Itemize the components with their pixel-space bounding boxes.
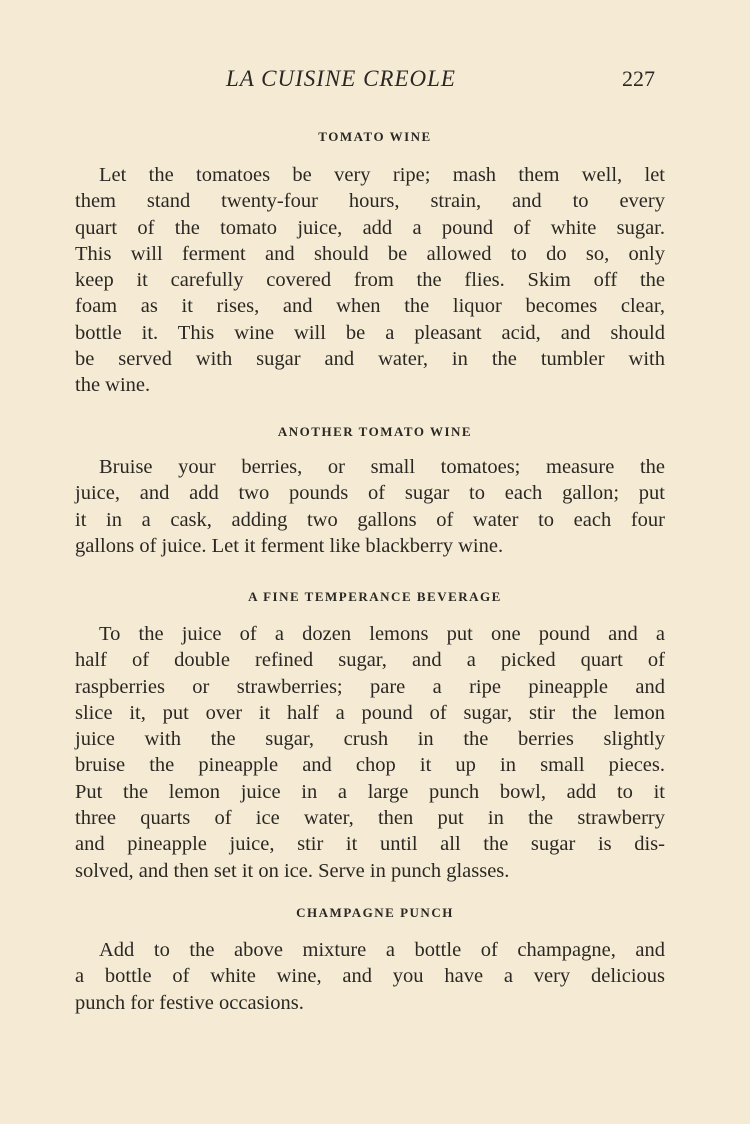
text-line: foam as it rises, and when the liquor becomes clear, — [75, 295, 665, 318]
text-line: and pineapple juice, stir it until all the sugar is dis- — [75, 833, 665, 856]
recipe-heading: ANOTHER TOMATO WINE — [277, 424, 473, 439]
text-line: them stand twenty-four hours, strain, and to every — [75, 190, 665, 213]
text-line: punch for festive occasions. — [75, 991, 304, 1014]
text-line: it in a cask, adding two gallons of water to each four — [75, 508, 665, 531]
recipe-heading: A FINE TEMPERANCE BEVERAGE — [248, 589, 502, 604]
text-line: To the juice of a dozen lemons put one pound and a — [99, 623, 665, 645]
text-line: three quarts of ice water, then put in the strawberry — [75, 807, 665, 830]
running-title: LA CUISINE CREOLE — [226, 66, 456, 91]
recipe-paragraph — [75, 937, 665, 1016]
recipe-paragraph — [75, 454, 665, 559]
text-line: Let the tomatoes be very ripe; mash them well, let — [99, 164, 665, 186]
text-line: keep it carefully covered from the flies. Skim off the — [75, 269, 665, 292]
text-line: half of double refined sugar, and a picked quart of — [75, 649, 665, 672]
text-line: This will ferment and should be allowed to do so, only — [75, 242, 665, 265]
text-line: bruise the pineapple and chop it up in small pieces. — [75, 754, 665, 777]
text-line: Bruise your berries, or small tomatoes; measure the — [99, 456, 665, 478]
recipe-heading: CHAMPAGNE PUNCH — [296, 905, 454, 920]
text-line: a bottle of white wine, and you have a very delicious — [75, 965, 665, 988]
text-line: the wine. — [75, 374, 151, 397]
page-number: 227 — [622, 66, 655, 91]
text-line: quart of the tomato juice, add a pound of white sugar. — [75, 216, 665, 239]
text-line: slice it, put over it half a pound of sugar, stir the lemon — [75, 701, 665, 724]
recipe-paragraph — [75, 162, 665, 399]
recipe-paragraph — [75, 621, 665, 884]
text-line: raspberries or strawberries; pare a ripe pineapple and — [75, 675, 665, 698]
recipe-heading: TOMATO WINE — [318, 129, 432, 144]
text-line: solved, and then set it on ice. Serve in punch glasses. — [75, 859, 510, 882]
text-line: gallons of juice. Let it ferment like blackberry wine. — [75, 534, 504, 557]
text-line: be served with sugar and water, in the tumbler with — [75, 348, 665, 371]
text-line: Add to the above mixture a bottle of champagne, and — [99, 939, 665, 961]
text-line: juice, and add two pounds of sugar to each gallon; put — [75, 482, 665, 505]
text-line: bottle it. This wine will be a pleasant acid, and should — [75, 321, 665, 344]
text-line: juice with the sugar, crush in the berries slightly — [75, 728, 665, 751]
text-line: Put the lemon juice in a large punch bowl, add to it — [75, 780, 665, 803]
